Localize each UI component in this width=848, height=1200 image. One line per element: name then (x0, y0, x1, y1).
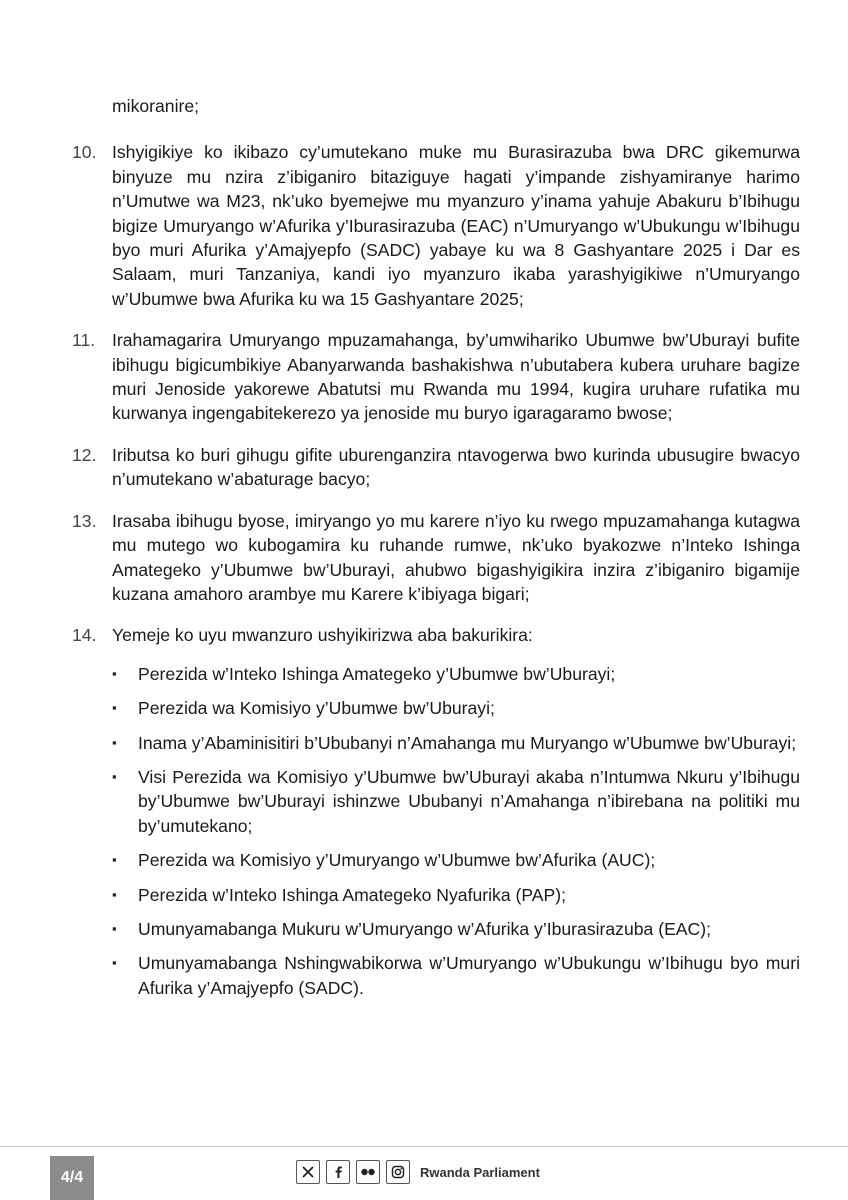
item-number: 11. (72, 330, 96, 351)
recipient-item (112, 662, 800, 686)
item-text: Irahamagarira Umuryango mpuzamahanga, by’umwihariko Ubumwe bw’Uburayi bufite ibihugu bigicumbikiye Abanyarwanda bashakishwa n’ubutabera kubera uruhare bagize muri Jenoside yakorewe Abatutsi mu Rwanda mu 1994, kugira uruhare rufatika mu kurwanya ingengabitekerezo ya jenoside mu buryo igaragaramo bwose; (112, 330, 800, 424)
x-icon[interactable] (296, 1160, 320, 1184)
resolution-item (72, 328, 800, 426)
document-body (72, 94, 800, 1010)
recipient-text: Visi Perezida wa Komisiyo y’Ubumwe bw’Uburayi akaba n’Intumwa Nkuru y’Ibihugu by’Ubumwe bw’Uburayi ishinzwe Ububanyi n’Amahanga n’ibirebana na politiki mu by’umutekano; (138, 766, 800, 836)
item-number: 12. (72, 444, 97, 465)
recipient-item (112, 765, 800, 838)
resolution-item (72, 509, 800, 607)
resolution-item (72, 443, 800, 492)
bullet-icon: ▪ (112, 886, 117, 902)
recipient-item (112, 848, 800, 872)
item-text: Ishyigikiye ko ikibazo cy’umutekano muke mu Burasirazuba bwa DRC gikemurwa binyuze mu nzira z’ibiganiro bitaziguye hagati y’impande zishyamiranye harimo n’Umutwe wa M23, nk’uko byemejwe mu myanzuro y’inama yahuje Abakuru b’Ibihugu bigize Umuryango w’Afurika y’Iburasirazuba (EAC) n’Umuryango w’Ubukungu w’Ibihugu byo muri Afurika y’Amajyepfo (SADC) yabaye ku wa 8 Gashyantare 2025 i Dar es Salaam, muri Tanzaniya, kandi iyo myanzuro ikaba yarashyigikiwe n’Umuryango w’Ubumwe bwa Afurika ku wa 15 Gashyantare 2025; (112, 142, 800, 309)
recipient-item (112, 951, 800, 1000)
recipient-text: Umunyamabanga Nshingwabikorwa w’Umuryango w’Ubukungu w’Ibihugu byo muri Afurika y’Amajyepfo (SADC). (138, 953, 800, 998)
footer-divider (0, 1146, 848, 1147)
bullet-icon: ▪ (112, 734, 117, 750)
recipient-item (112, 731, 800, 755)
recipient-item (112, 883, 800, 907)
item-text: Yemeje ko uyu mwanzuro ushyikirizwa aba bakurikira: (112, 625, 533, 646)
resolution-item (72, 623, 800, 647)
recipient-item (112, 696, 800, 720)
item-text: Irasaba ibihugu byose, imiryango yo mu karere n’iyo ku rwego mpuzamahanga kutagwa mu mutego wo kubogamira ku ruhande rumwe, nk’uko byakozwe n’Inteko Ishinga Amategeko y’Ubumwe bw’Uburayi, ahubwo bigashyigikira inzira z’ibiganiro bigamije kuzana amahoro arambye mu Karere k’ibiyaga bigari; (112, 510, 800, 604)
recipient-text: Perezida wa Komisiyo y’Umuryango w’Ubumwe bw’Afurika (AUC); (138, 850, 656, 871)
recipients-list (72, 662, 800, 1000)
bullet-icon: ▪ (112, 852, 117, 868)
recipient-text: Perezida w’Inteko Ishinga Amategeko y’Ubumwe bw’Uburayi; (138, 663, 616, 684)
recipient-text: Inama y’Abaminisitiri b’Ububanyi n’Amahanga mu Muryango w’Ubumwe bw’Uburayi; (138, 732, 797, 753)
bullet-icon: ▪ (112, 665, 117, 681)
item-text: Iributsa ko buri gihugu gifite uburenganzira ntavogerwa bwo kurinda ubusugire bwacyo n’umutekano w’abaturage bacyo; (112, 444, 800, 490)
flickr-icon[interactable] (356, 1160, 380, 1184)
social-links (296, 1160, 540, 1184)
instagram-icon[interactable] (386, 1160, 410, 1184)
resolution-item (72, 140, 800, 311)
item-number: 14. (72, 625, 97, 646)
recipient-text: Perezida w’Inteko Ishinga Amategeko Nyafurika (PAP); (138, 884, 566, 905)
recipient-item (112, 917, 800, 941)
page-number-badge: 4/4 (50, 1156, 94, 1200)
bullet-icon: ▪ (112, 955, 117, 971)
recipient-text: Umunyamabanga Mukuru w’Umuryango w’Afurika y’Iburasirazuba (EAC); (138, 918, 711, 939)
bullet-icon: ▪ (112, 768, 117, 784)
bullet-icon: ▪ (112, 700, 117, 716)
brand-name: Rwanda Parliament (420, 1164, 540, 1180)
bullet-icon: ▪ (112, 920, 117, 936)
facebook-icon[interactable] (326, 1160, 350, 1184)
item-number: 13. (72, 510, 97, 531)
lead-continuation: mikoranire; (112, 96, 200, 116)
recipient-text: Perezida wa Komisiyo y’Ubumwe bw’Uburayi; (138, 698, 495, 719)
item-number: 10. (72, 142, 97, 163)
